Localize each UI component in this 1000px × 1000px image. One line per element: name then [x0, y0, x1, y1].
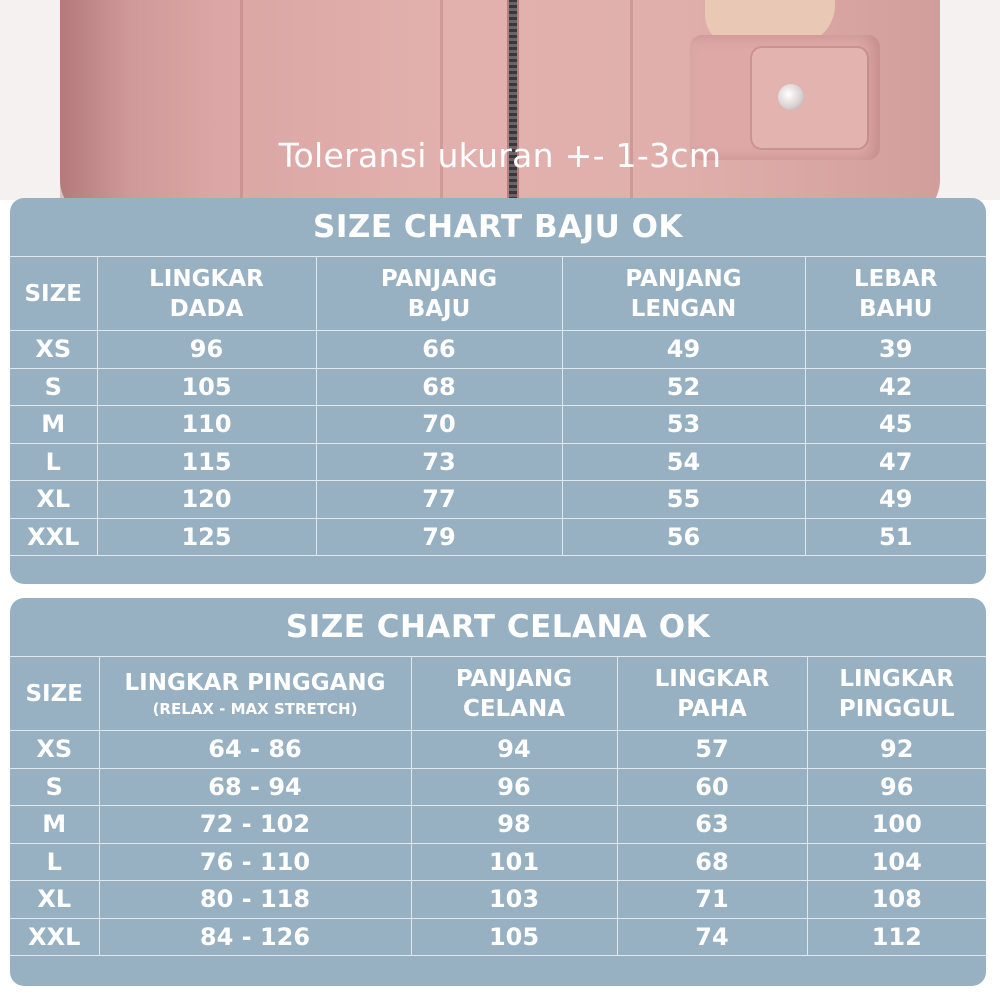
size-cell: L — [10, 443, 97, 481]
column-header-panjang-lengan — [562, 257, 805, 331]
table-cell: 125 — [97, 518, 316, 556]
table-cell: 100 — [807, 806, 986, 844]
header-line: BAHU — [859, 295, 933, 322]
table-cell: 74 — [617, 918, 807, 956]
size-cell: XXL — [10, 518, 97, 556]
column-header-lingkar-pinggul — [807, 657, 986, 731]
size-cell: S — [10, 368, 97, 406]
table-cell: 49 — [805, 481, 986, 519]
table-cell: 39 — [805, 331, 986, 369]
table-cell: 70 — [316, 406, 562, 444]
table-row — [10, 518, 986, 556]
header-line: LEBAR — [854, 265, 938, 292]
table-cell: 57 — [617, 731, 807, 769]
column-header-size: SIZE — [10, 657, 99, 731]
cuff-button — [778, 84, 804, 110]
table-cell: 66 — [316, 331, 562, 369]
table-cell: 120 — [97, 481, 316, 519]
table-cell: 112 — [807, 918, 986, 956]
table-cell: 98 — [411, 806, 617, 844]
size-cell: XL — [10, 881, 99, 919]
table-cell: 104 — [807, 843, 986, 881]
panel-title: SIZE CHART CELANA OK — [285, 609, 711, 645]
table-cell: 105 — [97, 368, 316, 406]
table-cell: 94 — [411, 731, 617, 769]
table-cell: 51 — [805, 518, 986, 556]
column-header-lingkar-paha — [617, 657, 807, 731]
table-cell: 47 — [805, 443, 986, 481]
size-cell: S — [10, 768, 99, 806]
table-cell: 49 — [562, 331, 805, 369]
table-cell: 101 — [411, 843, 617, 881]
table-cell: 45 — [805, 406, 986, 444]
table-cell: 84 - 126 — [99, 918, 411, 956]
table-cell: 96 — [411, 768, 617, 806]
column-header-size: SIZE — [10, 257, 97, 331]
size-table-celana — [10, 656, 986, 956]
size-cell: M — [10, 406, 97, 444]
table-row — [10, 768, 986, 806]
table-cell: 68 - 94 — [99, 768, 411, 806]
cuff-band — [752, 48, 867, 148]
header-line: CELANA — [462, 695, 566, 722]
table-cell: 110 — [97, 406, 316, 444]
column-header-panjang-baju — [316, 257, 562, 331]
tolerance-note: Toleransi ukuran +- 1-3cm — [278, 136, 722, 175]
table-cell: 103 — [411, 881, 617, 919]
table-row — [10, 881, 986, 919]
header-line: LINGKAR — [149, 265, 264, 292]
column-header-lebar-bahu — [805, 257, 986, 331]
table-cell: 52 — [562, 368, 805, 406]
table-row — [10, 443, 986, 481]
table-row — [10, 406, 986, 444]
table-cell: 68 — [617, 843, 807, 881]
size-cell: XS — [10, 731, 99, 769]
table-cell: 42 — [805, 368, 986, 406]
size-cell: L — [10, 843, 99, 881]
size-chart-baju — [10, 198, 986, 584]
table-cell: 115 — [97, 443, 316, 481]
header-line: PANJANG — [455, 665, 573, 692]
table-cell: 68 — [316, 368, 562, 406]
size-table-baju — [10, 256, 986, 556]
header-line: PANJANG — [625, 265, 742, 292]
column-header-panjang-celana — [411, 657, 617, 731]
table-cell: 64 - 86 — [99, 731, 411, 769]
size-cell: XXL — [10, 918, 99, 956]
table-row — [10, 843, 986, 881]
header-line: LINGKAR PINGGANG — [124, 669, 386, 696]
table-row — [10, 731, 986, 769]
size-chart-celana — [10, 598, 986, 986]
header-line: PAHA — [677, 695, 747, 722]
product-photo — [0, 0, 1000, 200]
table-cell: 71 — [617, 881, 807, 919]
table-row — [10, 806, 986, 844]
table-cell: 80 - 118 — [99, 881, 411, 919]
table-cell: 77 — [316, 481, 562, 519]
table-cell: 60 — [617, 768, 807, 806]
header-line: LINGKAR — [654, 665, 770, 692]
table-cell: 96 — [97, 331, 316, 369]
table-row — [10, 331, 986, 369]
size-cell: XS — [10, 331, 97, 369]
table-cell: 76 - 110 — [99, 843, 411, 881]
header-line: PINGGUL — [838, 695, 955, 722]
table-cell: 54 — [562, 443, 805, 481]
panel-title: SIZE CHART BAJU OK — [313, 209, 683, 245]
table-cell: 53 — [562, 406, 805, 444]
table-cell: 96 — [807, 768, 986, 806]
column-header-lingkar-pinggang — [99, 657, 411, 731]
size-cell: M — [10, 806, 99, 844]
size-cell: XL — [10, 481, 97, 519]
table-cell: 55 — [562, 481, 805, 519]
table-cell: 79 — [316, 518, 562, 556]
header-line: BAJU — [407, 295, 471, 322]
table-cell: 73 — [316, 443, 562, 481]
table-row — [10, 918, 986, 956]
table-cell: 63 — [617, 806, 807, 844]
table-row — [10, 481, 986, 519]
table-cell: 108 — [807, 881, 986, 919]
table-row — [10, 368, 986, 406]
table-cell: 92 — [807, 731, 986, 769]
table-cell: 72 - 102 — [99, 806, 411, 844]
table-header-row — [10, 657, 986, 731]
header-line: LINGKAR — [839, 665, 955, 692]
header-line: PANJANG — [380, 265, 498, 292]
header-line: LENGAN — [630, 295, 737, 322]
column-header-lingkar-dada — [97, 257, 316, 331]
table-cell: 105 — [411, 918, 617, 956]
table-header-row — [10, 257, 986, 331]
table-cell: 56 — [562, 518, 805, 556]
header-line: DADA — [169, 295, 244, 322]
header-subtitle: (RELAX - MAX STRETCH) — [152, 699, 358, 718]
